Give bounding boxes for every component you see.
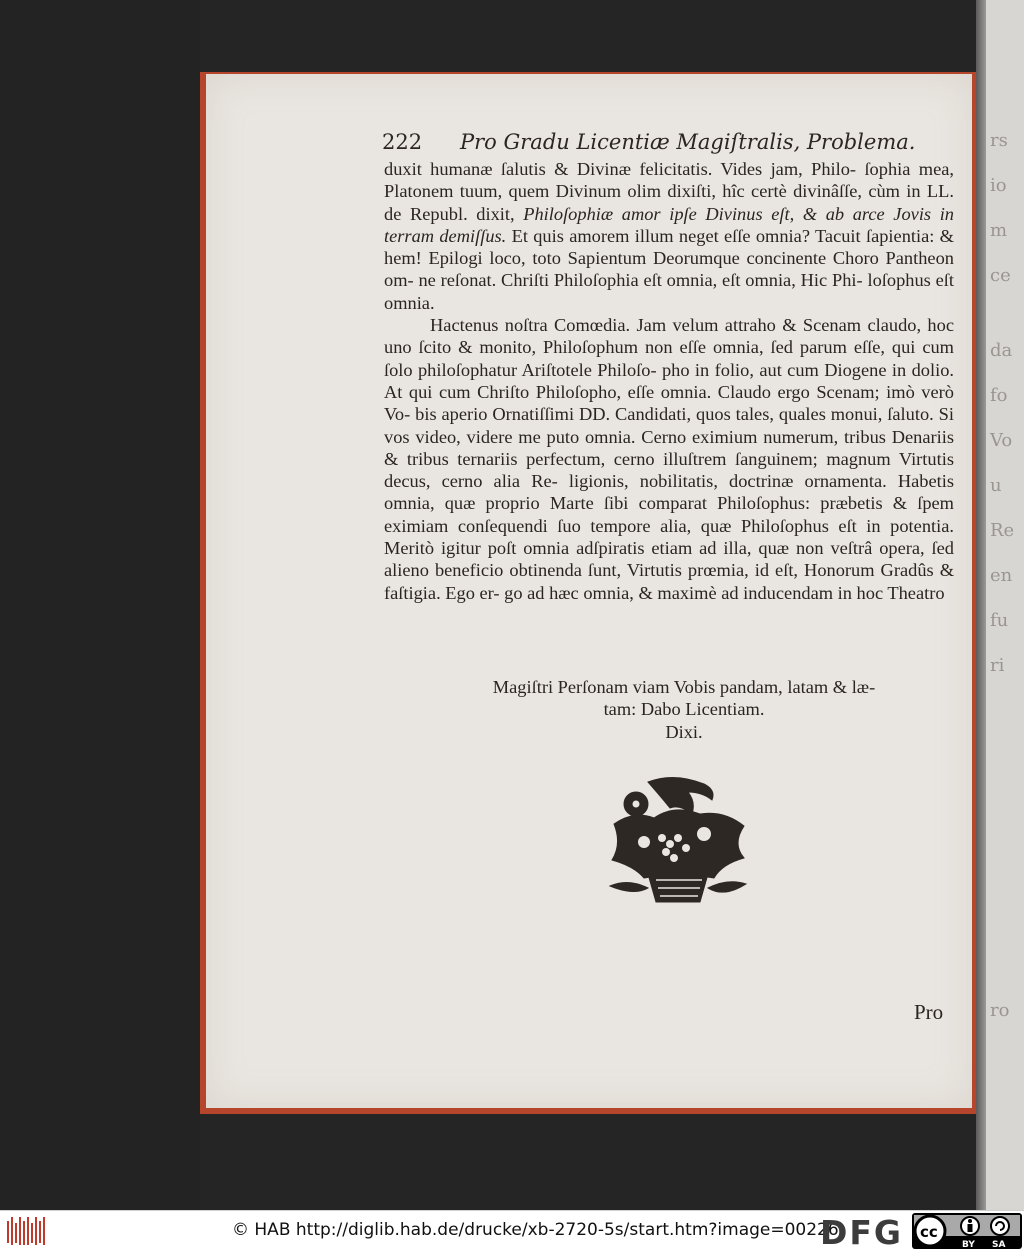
left-margin-dark [0,0,200,1210]
book-gutter [976,0,986,1210]
body-text [384,158,954,604]
bleed-through-text: m [990,220,1008,241]
text-line: Hactenus noſtra Comœdia. Jam velum attraho & Scenam [430,315,862,336]
text-line: loſophus eſt omnia. [384,270,954,313]
text-line: numerum, tribus Denariis & tribus ternariis perfectum, cerno [384,426,954,469]
bleed-through-text: Re [990,520,1015,541]
text-line: ne reſonat. Chriſti Philoſophia eſt omnia, eſt omnia, Hic Phi- [418,270,863,291]
text-line: Virtutis prœmia, id eſt, Honorum Gradûs & faſtigia. Ego er- [384,560,954,603]
cc-license-icon[interactable] [912,1213,1022,1249]
bleed-through-text: fo [990,385,1008,406]
page-number: 222 [382,130,423,154]
text-line: illum neget eſſe omnia? Tacuit ſapientia: & hem! Epilogi loco, [384,225,954,269]
text-line: go ad hæc omnia, & maximè ad inducendam in hoc Theatro [504,582,945,603]
text-line: certè divinâſſe, cùm in LL. de Republ. dixit, [384,181,954,224]
closing-block [434,676,934,743]
closing-line: Magiſtri Perſonam viam Vobis pandam, latam & læ- [492,677,876,697]
text-line: potentia. Meritò igitur poſt omnia adſpiratis etiam ad illa, [384,515,954,559]
italic-phrase: Philoſophiæ amor [523,203,661,224]
text-line: bis aperio Ornatiſſimi DD. Candidati, quos tales, quales monui, [415,404,883,425]
catchword: Pro [914,1000,944,1024]
text-line: toto Sapientum Deorumque concinente Choro Pantheon om- [384,248,954,291]
bleed-through-text: ro [990,1000,1010,1021]
text-line: quæ non veſtrâ opera, ſed alieno beneficio obtinenda ſunt, [384,538,955,581]
running-title: Pro Gradu Licentiæ Magiſtralis, Problema. [460,130,916,154]
bleed-through-text: io [990,175,1007,196]
text-line: ligionis, nobilitatis, doctrinæ ornamenta. Habetis omnia, [384,471,955,514]
bleed-through-text: da [990,340,1013,361]
license-sa: SA [992,1240,1006,1249]
copyright-link[interactable]: © HAB http://diglib.hab.de/drucke/xb-2720-5s/start.htm?image=00226 [232,1220,839,1240]
text-line: duxit humanæ ſalutis & Divinæ felicitatis. Vides jam, Philo- [384,159,857,179]
dfg-logo-icon [818,1214,914,1248]
viewer-footer [0,1210,1024,1251]
text-line: illuſtrem ſanguinem; magnum Virtutis decus, cerno alia Re- [384,448,954,492]
paragraph-1 [384,158,954,314]
bleed-through-text: en [990,565,1013,586]
bleed-through-text: ce [990,265,1011,286]
text-line: ſaluto. Si vos video, videre me puto omnia. Cerno eximium [384,404,954,447]
svg-text:cc: cc [920,1223,938,1241]
fruit-basket-bird-ornament [604,774,752,914]
dfg-text: DFG [820,1214,904,1248]
text-line-italic: ipſe Divinus eſt, & ab arce Jovis in terram demiſſus. [384,203,954,246]
text-line: Et quis amorem [511,225,630,246]
text-line: Philoſopho, eſſe omnia. Claudo ergo Scenam; imò verò Vo- [384,381,954,425]
hab-logo-icon [6,1215,48,1247]
text-line: quæ proprio Marte ſibi comparat Philoſophus: præbetis & ſpem [444,493,954,514]
bleed-through-text: ri [990,655,1005,676]
next-page-edge [976,0,1024,1210]
text-line: ſophia mea, Platonem tuum, quem Divinum olim dixiſti, hîc [384,159,954,202]
license-by: BY [962,1240,975,1249]
closing-line: tam: Dabo Licentiam. [603,699,765,720]
text-line: eximiam conſequendi ſuo tempore alia, quæ Philoſophus eſt in [384,515,881,536]
text-line: pho in folio, aut cum Diogene in dolio. At qui cum Chriſto [384,359,954,402]
bleed-through-text: u [990,475,1002,496]
closing-dixi: Dixi. [665,721,703,742]
running-header [382,130,942,160]
book-page [206,74,972,1108]
bleed-through-text: Vo [990,430,1013,451]
text-line: claudo, hoc uno ſcito & monito, Philoſophum non eſſe omnia, [384,315,954,358]
bleed-through-text: fu [990,610,1009,631]
text-line: ſed parum eſſe, qui cum ſolo philoſophatur Ariſtotele Philoſo- [384,337,954,380]
bleed-through-text: rs [990,130,1008,151]
paragraph-2 [384,314,954,604]
